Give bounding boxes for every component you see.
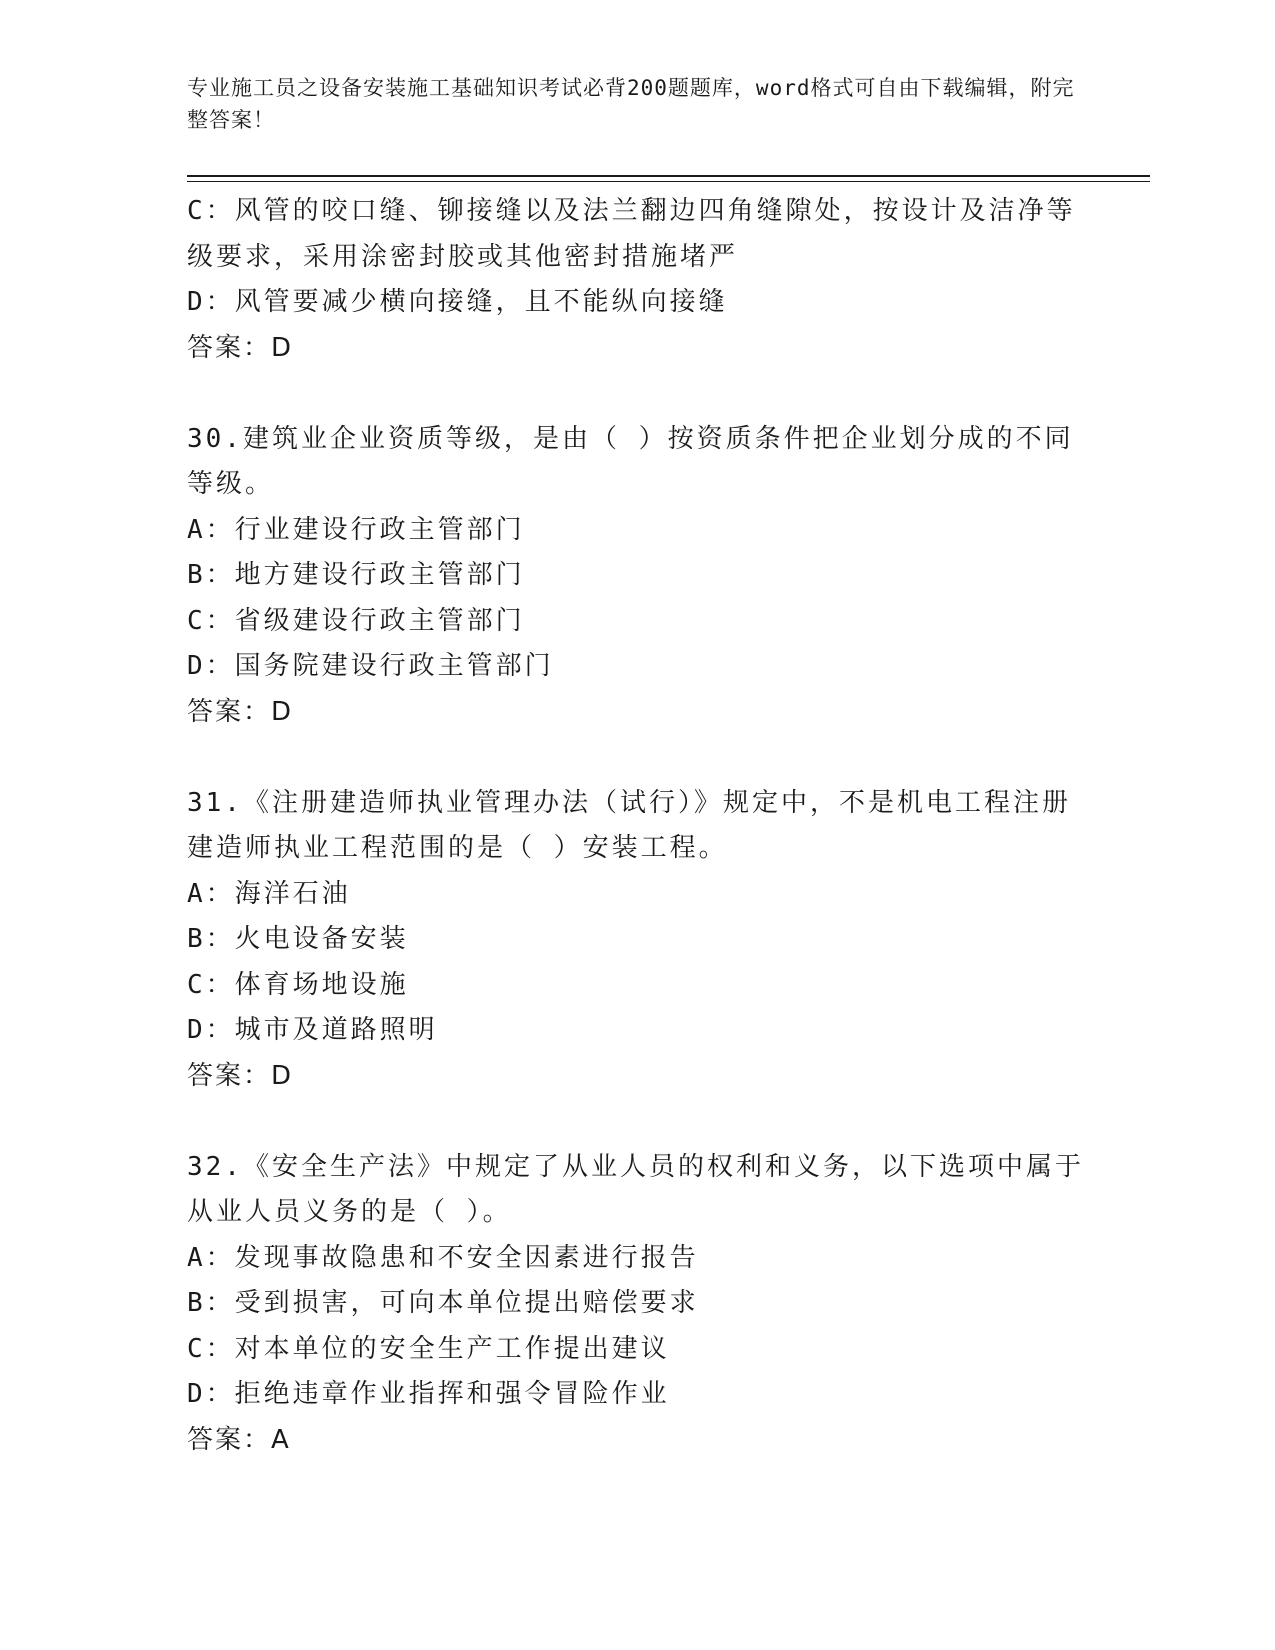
option-d: D：城市及道路照明: [187, 1015, 438, 1045]
option-c: C：对本单位的安全生产工作提出建议: [187, 1333, 670, 1364]
answer-line: 答案：A: [187, 1424, 291, 1455]
header-text: 专业施工员之设备安装施工基础知识考试必背200题题库，word格式可自由下载编辑，附完整答案！: [187, 76, 1075, 132]
option-c: C：风管的咬口缝、铆接缝以及法兰翻边四角缝隙处，按设计及洁净等级要求，采用涂密封胶或其他密封措施堵严: [187, 196, 1076, 272]
question-32: [187, 1145, 1087, 1464]
question-29-continued: [187, 189, 1087, 371]
spacer: [187, 735, 1087, 781]
option-a: A：行业建设行政主管部门: [187, 514, 525, 545]
question-stem: 32.《安全生产法》中规定了从业人员的权利和义务，以下选项中属于从业人员义务的是（ ）。: [187, 1151, 1084, 1227]
question-30: [187, 417, 1087, 736]
option-c: C：体育场地设施: [187, 969, 409, 1000]
answer-line: 答案：D: [187, 1060, 294, 1091]
question-31: [187, 781, 1087, 1100]
document-content: [187, 189, 1087, 1463]
option-b: B：地方建设行政主管部门: [187, 560, 525, 590]
option-b: B：受到损害，可向本单位提出赔偿要求: [187, 1288, 699, 1318]
option-b: B：火电设备安装: [187, 924, 409, 954]
option-d: D：国务院建设行政主管部门: [187, 651, 554, 681]
answer-line: 答案：D: [187, 696, 294, 727]
option-c: C：省级建设行政主管部门: [187, 605, 525, 636]
spacer: [187, 1099, 1087, 1145]
option-a: A：发现事故隐患和不安全因素进行报告: [187, 1242, 699, 1273]
option-a: A：海洋石油: [187, 878, 351, 909]
question-stem: 31.《注册建造师执业管理办法（试行）》规定中，不是机电工程注册建造师执业工程范围的是（ ）安装工程。: [187, 787, 1071, 863]
question-stem: 30.建筑业企业资质等级，是由（ ）按资质条件把企业划分成的不同等级。: [187, 423, 1074, 499]
header-divider-thick: [187, 175, 1150, 177]
answer-line: 答案：D: [187, 332, 294, 363]
option-d: D：拒绝违章作业指挥和强令冒险作业: [187, 1379, 670, 1409]
header-divider-thin: [187, 181, 1150, 182]
spacer: [187, 371, 1087, 417]
option-d: D：风管要减少横向接缝，且不能纵向接缝: [187, 287, 728, 317]
document-header: [187, 72, 1087, 136]
